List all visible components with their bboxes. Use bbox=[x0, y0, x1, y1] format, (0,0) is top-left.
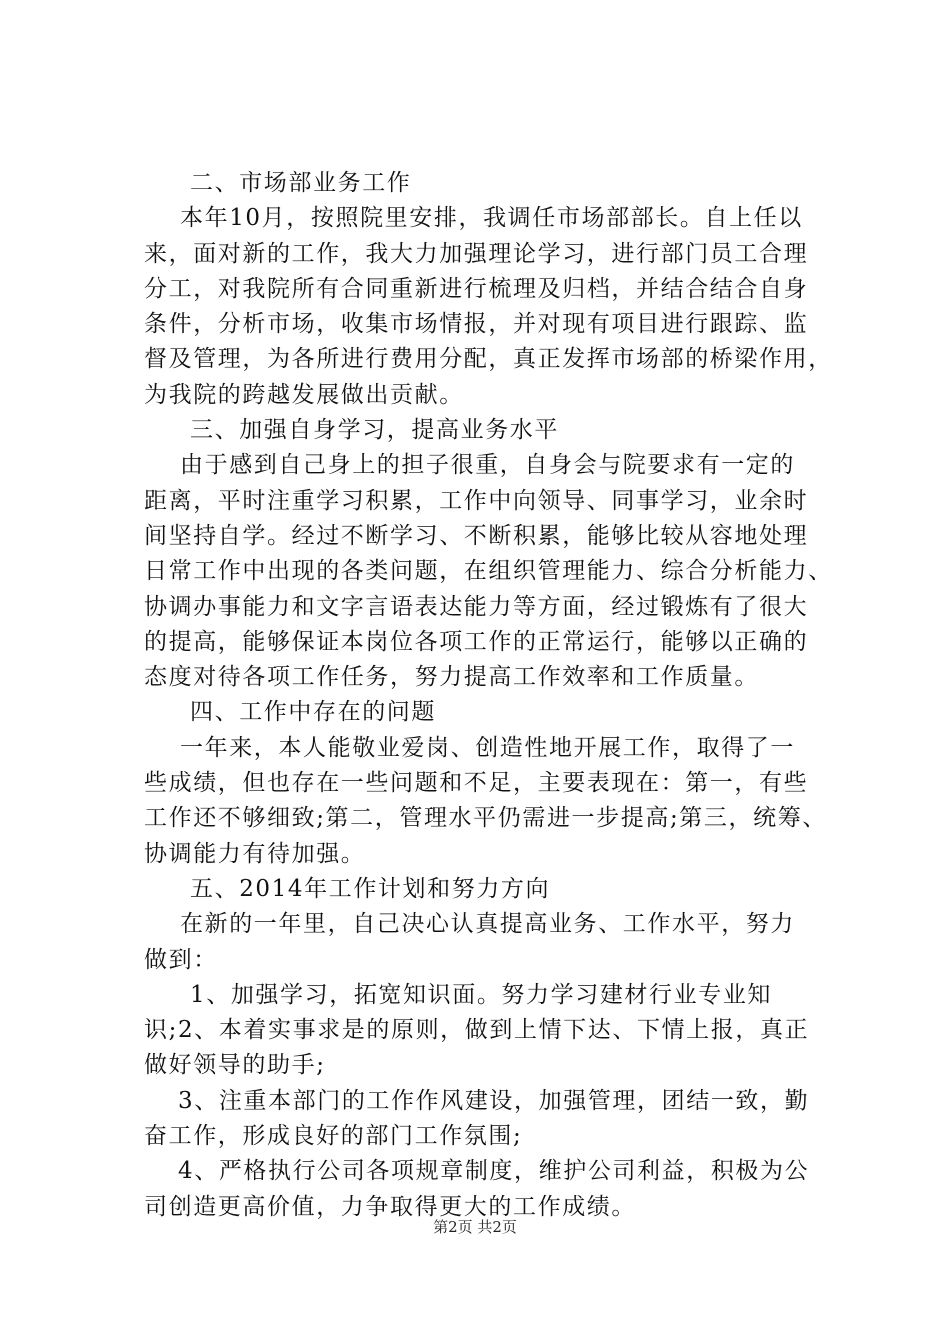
text-line: 本年10月，按照院里安排，我调任市场部部长。自上任以 bbox=[180, 205, 803, 232]
text-line: 来，面对新的工作，我大力加强理论学习，进行部门员工合理 bbox=[144, 240, 809, 267]
text-line: 三、加强自身学习，提高业务水平 bbox=[190, 417, 559, 444]
text-line: 态度对待各项工作任务，努力提高工作效率和工作质量。 bbox=[144, 664, 759, 691]
text-line: 一年来，本人能敬业爱岗、创造性地开展工作，取得了一 bbox=[180, 734, 795, 761]
text-line: 做到： bbox=[144, 946, 218, 973]
document-body bbox=[144, 166, 834, 1225]
text-line: 协调办事能力和文字言语表达能力等方面，经过锻炼有了很大 bbox=[144, 593, 809, 620]
text-line: 四、工作中存在的问题 bbox=[190, 699, 436, 726]
text-line: 工作还不够细致;第二，管理水平仍需进一步提高;第三，统筹、 bbox=[144, 805, 827, 832]
text-line: 日常工作中出现的各类问题，在组织管理能力、综合分析能力、 bbox=[144, 558, 833, 585]
text-line: 由于感到自己身上的担子很重，自身会与院要求有一定的 bbox=[180, 452, 795, 479]
text-line: 分工，对我院所有合同重新进行梳理及归档，并结合结合自身 bbox=[144, 275, 809, 302]
text-line: 1、加强学习，拓宽知识面。努力学习建材行业专业知 bbox=[190, 981, 773, 1008]
page-footer: 第2页 共2页 bbox=[433, 1218, 517, 1236]
text-line: 条件，分析市场，收集市场情报，并对现有项目进行跟踪、监 bbox=[144, 311, 809, 338]
text-line: 些成绩，但也存在一些问题和不足，主要表现在：第一，有些 bbox=[144, 770, 809, 797]
text-line: 督及管理，为各所进行费用分配，真正发挥市场部的桥梁作用， bbox=[144, 346, 833, 373]
text-line: 五、2014年工作计划和努力方向 bbox=[190, 875, 551, 902]
text-line: 距离，平时注重学习积累，工作中向领导、同事学习，业余时 bbox=[144, 487, 809, 514]
text-line: 二、市场部业务工作 bbox=[190, 170, 412, 196]
text-line: 在新的一年里，自己决心认真提高业务、工作水平，努力 bbox=[180, 911, 795, 938]
text-line: 做好领导的助手; bbox=[144, 1052, 326, 1079]
text-line: 奋工作，形成良好的部门工作氛围; bbox=[144, 1123, 523, 1150]
text-line: 识;2、本着实事求是的原则，做到上情下达、下情上报，真正 bbox=[144, 1017, 810, 1044]
text-line: 为我院的跨越发展做出贡献。 bbox=[144, 381, 464, 408]
text-line: 协调能力有待加强。 bbox=[144, 840, 366, 867]
text-line: 司创造更高价值，力争取得更大的工作成绩。 bbox=[144, 1193, 636, 1220]
text-line: 的提高，能够保证本岗位各项工作的正常运行，能够以正确的 bbox=[144, 628, 809, 655]
text-line: 4、严格执行公司各项规章制度，维护公司利益，积极为公 bbox=[178, 1158, 810, 1185]
text-line: 间坚持自学。经过不断学习、不断积累，能够比较从容地处理 bbox=[144, 522, 809, 549]
text-line: 3、注重本部门的工作作风建设，加强管理，团结一致，勤 bbox=[178, 1087, 810, 1114]
